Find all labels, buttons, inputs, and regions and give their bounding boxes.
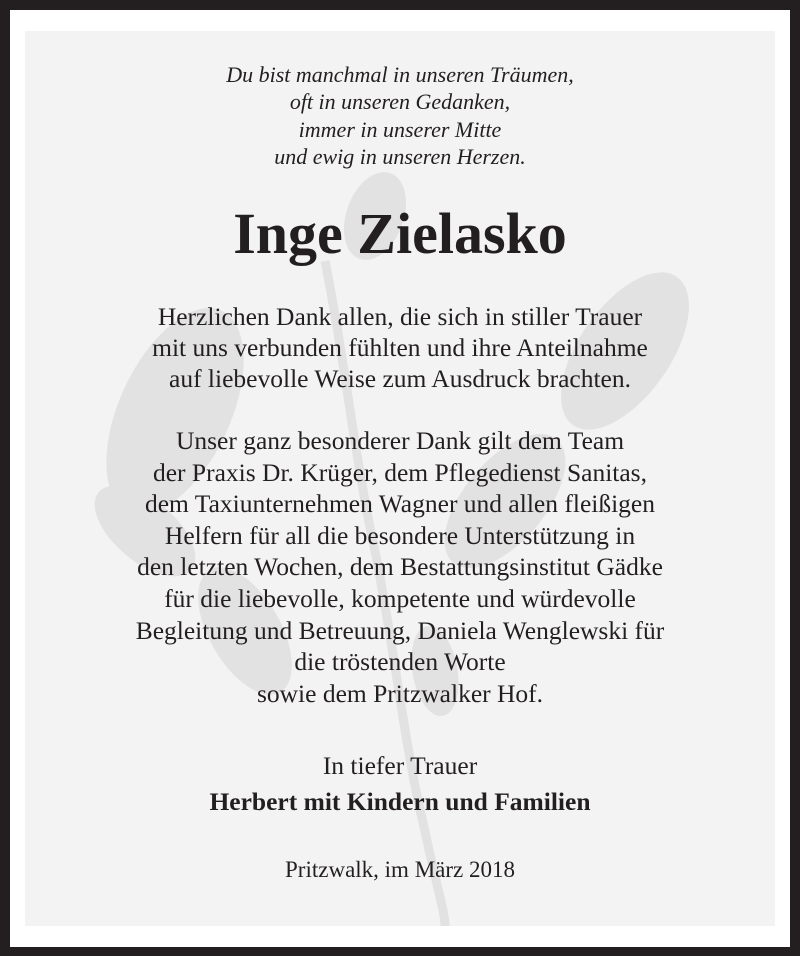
thanks-paragraph [25,301,775,394]
text-line: mit uns verbunden fühlten und ihre Anteilnahme [152,333,648,362]
poem-line: Du bist manchmal in unseren Träumen, [226,62,574,87]
text-line: Begleitung und Betreuung, Daniela Wenglewski für [135,615,665,645]
deceased-name: Inge Zielasko [233,201,567,266]
poem-line: und ewig in unseren Herzen. [274,143,526,169]
text-line: Helfern für all die besondere Unterstützung in [164,520,636,550]
closing-text: In tiefer Trauer [322,751,478,780]
text-line: Herzlichen Dank allen, die sich in stiller Trauer [157,302,643,331]
text-line: auf liebevolle Weise zum Ausdruck brachten. [169,364,631,393]
special-thanks-paragraph [25,425,775,709]
notice-panel [25,31,775,926]
poem [25,61,775,170]
poem-line: immer in unserer Mitte [298,116,502,142]
place-date: Pritzwalk, im März 2018 [285,857,515,882]
text-line: sowie dem Pritzwalker Hof. [256,678,544,708]
poem-line: oft in unseren Gedanken, [289,89,511,115]
text-line: der Praxis Dr. Krüger, dem Pflegedienst Sanitas, [152,457,647,487]
text-line: für die liebevolle, kompetente und würdevolle [164,583,636,613]
text-line: die tröstenden Worte [294,647,506,677]
text-line: Unser ganz besonderer Dank gilt dem Team [175,426,625,455]
text-line: den letzten Wochen, dem Bestattungsinstitut Gädke [137,552,663,582]
signature: Herbert mit Kindern und Familien [209,787,591,816]
notice-frame [10,10,790,947]
text-line: dem Taxiunternehmen Wagner und allen fleißigen [144,489,655,519]
